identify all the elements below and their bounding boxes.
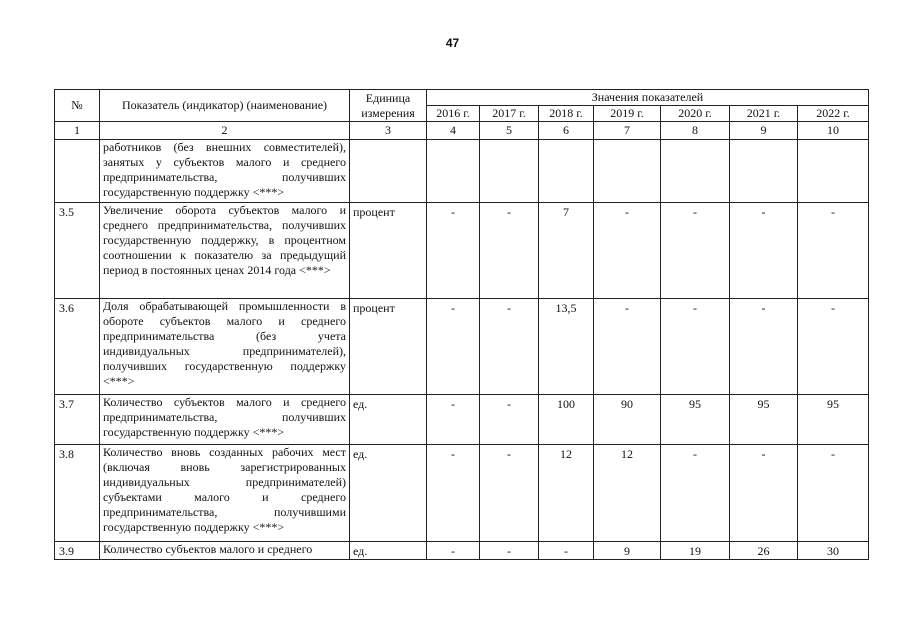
header-year: 2018 г. xyxy=(539,106,594,122)
row-value-2019: - xyxy=(594,299,661,395)
row-value-2016: - xyxy=(427,203,480,299)
table-row xyxy=(55,542,869,560)
row-code: 3.5 xyxy=(55,203,100,299)
row-unit: процент xyxy=(350,203,427,299)
row-value-2022: 95 xyxy=(798,395,869,445)
row-value-2019: 12 xyxy=(594,445,661,542)
table-row xyxy=(55,445,869,542)
row-value-2020 xyxy=(661,140,730,203)
column-number: 1 xyxy=(55,122,100,140)
row-value-2019: 9 xyxy=(594,542,661,560)
row-value-2017: - xyxy=(480,542,539,560)
row-value-2018: 100 xyxy=(539,395,594,445)
header-values: Значения показателей xyxy=(427,90,869,106)
row-value-2019 xyxy=(594,140,661,203)
column-number: 4 xyxy=(427,122,480,140)
row-value-2022: - xyxy=(798,299,869,395)
column-number: 2 xyxy=(100,122,350,140)
table-row xyxy=(55,395,869,445)
row-value-2016: - xyxy=(427,542,480,560)
table-row xyxy=(55,299,869,395)
row-code: 3.6 xyxy=(55,299,100,395)
row-value-2017: - xyxy=(480,395,539,445)
row-code: 3.8 xyxy=(55,445,100,542)
column-number: 10 xyxy=(798,122,869,140)
row-value-2017: - xyxy=(480,203,539,299)
row-indicator: работников (без внешних совместителей), занятых у субъектов малого и среднего предпринимательства, получивших государственную поддержку <***> xyxy=(100,140,350,203)
row-code: 3.7 xyxy=(55,395,100,445)
header-year: 2022 г. xyxy=(798,106,869,122)
column-number-row xyxy=(55,122,869,140)
column-number: 6 xyxy=(539,122,594,140)
row-value-2016: - xyxy=(427,395,480,445)
row-value-2018: - xyxy=(539,542,594,560)
row-value-2016: - xyxy=(427,445,480,542)
row-value-2020: - xyxy=(661,203,730,299)
row-code: 3.9 xyxy=(55,542,100,560)
header-year: 2021 г. xyxy=(730,106,798,122)
row-value-2017: - xyxy=(480,299,539,395)
column-number: 5 xyxy=(480,122,539,140)
row-value-2020: 19 xyxy=(661,542,730,560)
table-row xyxy=(55,140,869,203)
row-value-2022: - xyxy=(798,203,869,299)
row-value-2021: 95 xyxy=(730,395,798,445)
row-value-2018: 12 xyxy=(539,445,594,542)
header-year: 2019 г. xyxy=(594,106,661,122)
row-value-2020: - xyxy=(661,299,730,395)
row-indicator: Увеличение оборота субъектов малого и среднего предпринимательства, получивших государственную поддержку, в процентном соотношении к показателю за предыдущий период в постоянных ценах 2014 года <***> xyxy=(100,203,350,299)
row-value-2018 xyxy=(539,140,594,203)
indicators-table xyxy=(54,89,869,560)
row-value-2020: - xyxy=(661,445,730,542)
row-value-2021: - xyxy=(730,299,798,395)
row-value-2021: 26 xyxy=(730,542,798,560)
row-indicator: Количество вновь созданных рабочих мест (включая вновь зарегистрированных индивидуальных предпринимателей) субъектами малого и среднего предпринимательства, получившими государственную поддержку <***> xyxy=(100,445,350,542)
row-value-2018: 7 xyxy=(539,203,594,299)
row-unit: ед. xyxy=(350,395,427,445)
row-value-2019: 90 xyxy=(594,395,661,445)
column-number: 3 xyxy=(350,122,427,140)
row-indicator: Количество субъектов малого и среднего предпринимательства, получивших государственную поддержку <***> xyxy=(100,395,350,445)
row-value-2022: - xyxy=(798,445,869,542)
row-indicator: Количество субъектов малого и среднего xyxy=(100,542,350,560)
header-indicator: Показатель (индикатор) (наименование) xyxy=(100,90,350,122)
page-number: 47 xyxy=(445,36,460,50)
header-unit: Единица измерения xyxy=(350,90,427,122)
header-number: № xyxy=(55,90,100,122)
row-value-2017: - xyxy=(480,445,539,542)
column-number: 9 xyxy=(730,122,798,140)
row-unit: ед. xyxy=(350,542,427,560)
header-year: 2020 г. xyxy=(661,106,730,122)
row-value-2016 xyxy=(427,140,480,203)
header-year: 2017 г. xyxy=(480,106,539,122)
column-number: 7 xyxy=(594,122,661,140)
row-unit xyxy=(350,140,427,203)
row-value-2021: - xyxy=(730,203,798,299)
table-row xyxy=(55,203,869,299)
row-unit: ед. xyxy=(350,445,427,542)
row-value-2016: - xyxy=(427,299,480,395)
row-value-2019: - xyxy=(594,203,661,299)
row-value-2021: - xyxy=(730,445,798,542)
header-year: 2016 г. xyxy=(427,106,480,122)
row-code xyxy=(55,140,100,203)
row-unit: процент xyxy=(350,299,427,395)
row-value-2020: 95 xyxy=(661,395,730,445)
row-value-2017 xyxy=(480,140,539,203)
row-value-2018: 13,5 xyxy=(539,299,594,395)
column-number: 8 xyxy=(661,122,730,140)
row-value-2022: 30 xyxy=(798,542,869,560)
row-indicator: Доля обрабатывающей промышленности в обороте субъектов малого и среднего предпринимательства (без учета индивидуальных предпринимателей), получивших государственную поддержку <***> xyxy=(100,299,350,395)
row-value-2022 xyxy=(798,140,869,203)
row-value-2021 xyxy=(730,140,798,203)
